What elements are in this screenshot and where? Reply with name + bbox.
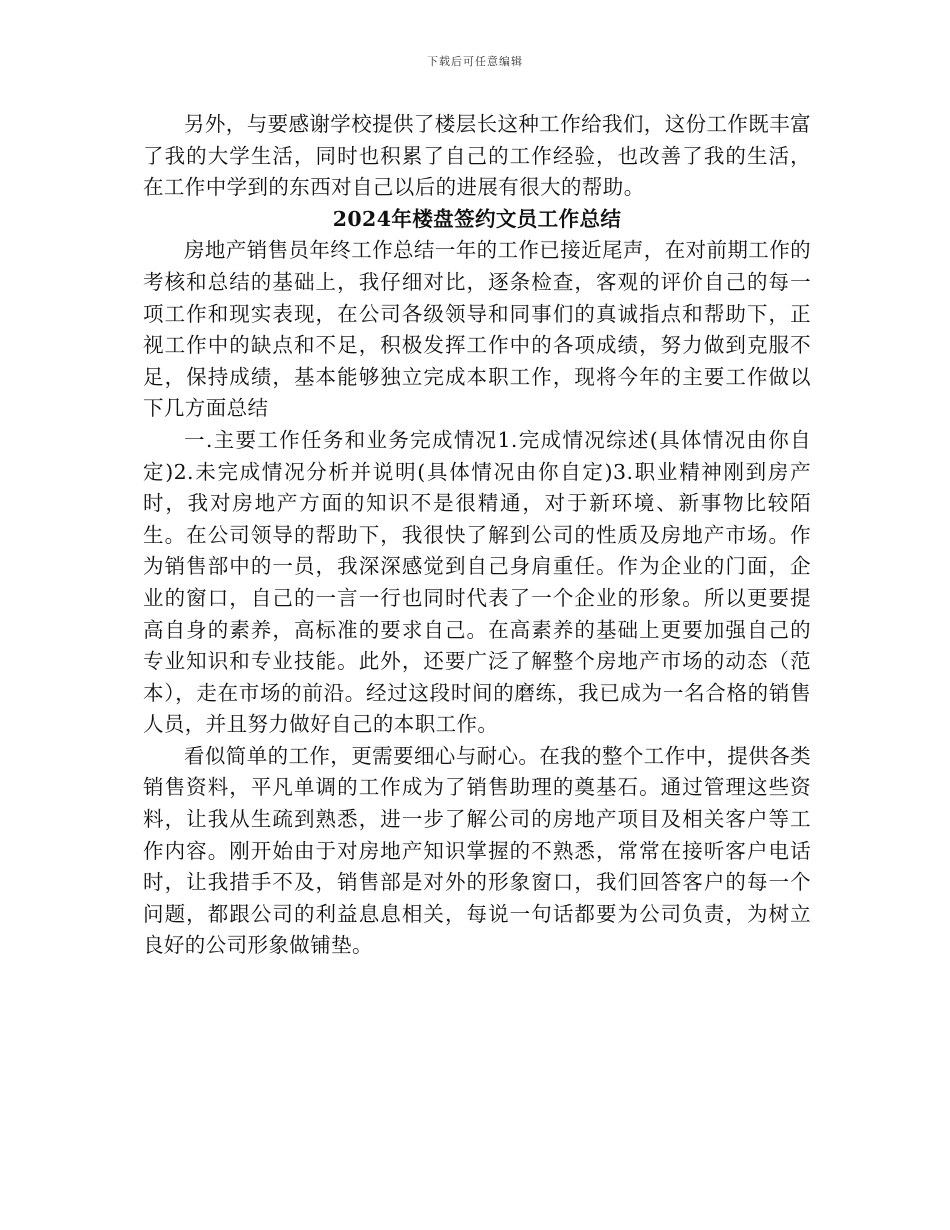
- document-body: [143, 109, 811, 962]
- body-paragraph: 一.主要工作任务和业务完成情况1.完成情况综述(具体情况由你自定)2.未完成情况分析并说明(具体情况由你自定)3.职业精神刚到房产时，我对房地产方面的知识不是很精通，对于新环境、新事物比较陌生。在公司领导的帮助下，我很快了解到公司的性质及房地产市场。作为销售部中的一员，我深深感觉到自己身肩重任。作为企业的门面，企业的窗口，自己的一言一行也同时代表了一个企业的形象。所以更要提高自身的素养，高标准的要求自己。在高素养的基础上更要加强自己的专业知识和专业技能。此外，还要广泛了解整个房地产市场的动态（范本），走在市场的前沿。经过这段时间的磨练，我已成为一名合格的销售人员，并且努力做好自己的本职工作。: [143, 427, 811, 737]
- intro-paragraph: 另外，与要感谢学校提供了楼层长这种工作给我们，这份工作既丰富了我的大学生活，同时也积累了自己的工作经验，也改善了我的生活，在工作中学到的东西对自己以后的进展有很大的帮助。: [143, 112, 811, 200]
- page-header: 下载后可任意编辑: [427, 55, 523, 68]
- body-paragraph: 房地产销售员年终工作总结一年的工作已接近尾声，在对前期工作的考核和总结的基础上，我仔细对比，逐条检查，客观的评价自己的每一项工作和现实表现，在公司各级领导和同事们的真诚指点和帮助下，正视工作中的缺点和不足，积极发挥工作中的各项成绩，努力做到克服不足，保持成绩，基本能够独立完成本职工作，现将今年的主要工作做以下几方面总结: [143, 238, 811, 421]
- body-paragraph: 看似简单的工作，更需要细心与耐心。在我的整个工作中，提供各类销售资料，平凡单调的工作成为了销售助理的奠基石。通过管理这些资料，让我从生疏到熟悉，进一步了解公司的房地产项目及相关客户等工作内容。刚开始由于对房地产知识掌握的不熟悉，常常在接听客户电话时，让我措手不及，销售部是对外的形象窗口，我们回答客户的每一个问题，都跟公司的利益息息相关，每说一句话都要为公司负责，为树立良好的公司形象做铺垫。: [143, 743, 811, 958]
- document-title: 2024年楼盘签约文员工作总结: [332, 206, 622, 231]
